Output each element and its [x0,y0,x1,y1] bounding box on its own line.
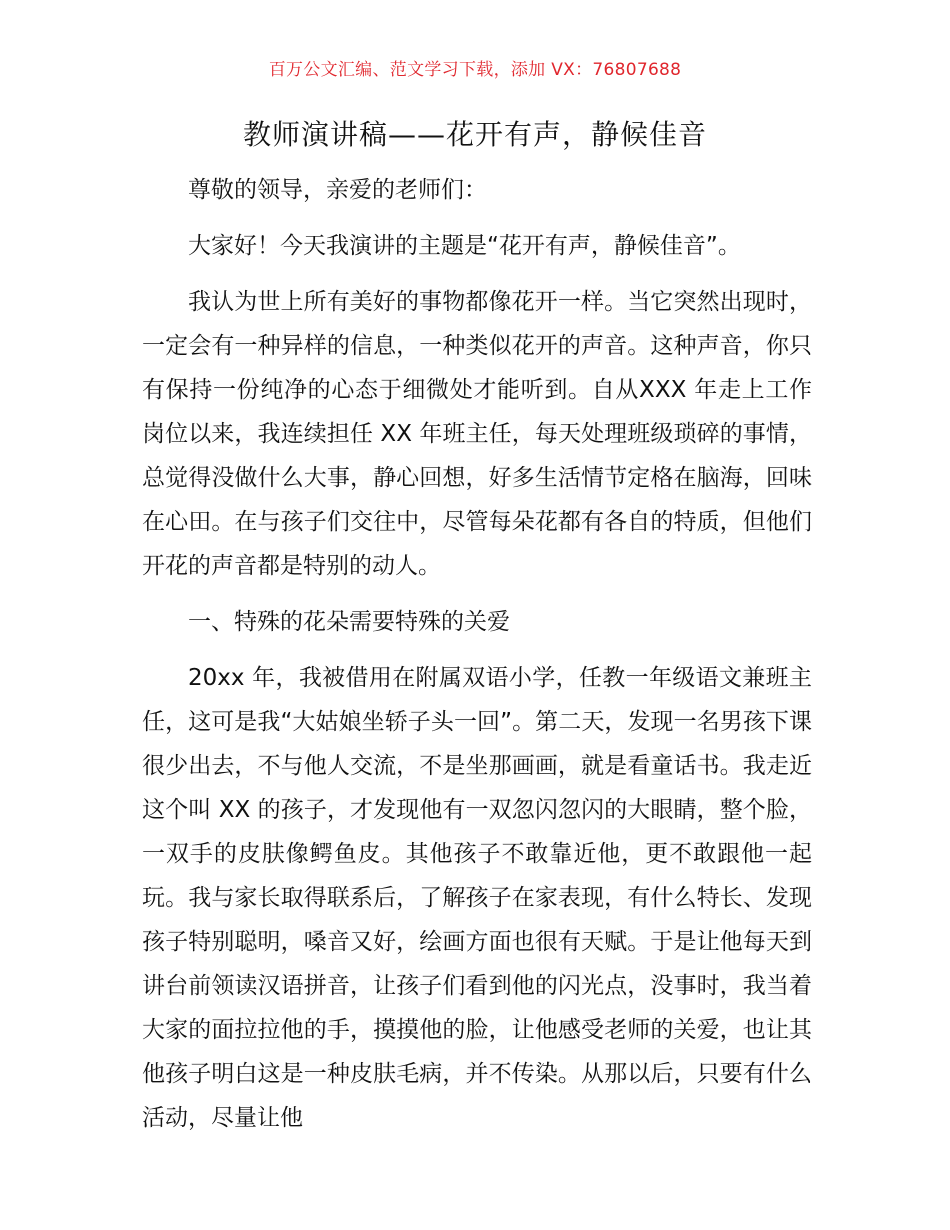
body-paragraph-2: 20xx 年，我被借用在附属双语小学，任教一年级语文兼班主任，这可是我“大姑娘坐轿子头一回”。第二天，发现一名男孩下课很少出去，不与他人交流，不是坐那画画，就是看童话书。我走近这个叫 XX 的孩子，才发现他有一双忽闪忽闪的大眼睛，整个脸，一双手的皮肤像鳄鱼皮。其他孩子不敢靠近他，更不敢跟他一起玩。我与家长取得联系后，了解孩子在家表现，有什么特长、发现孩子特别聪明，嗓音又好，绘画方面也很有天赋。于是让他每天到讲台前领读汉语拼音，让孩子们看到他的闪光点，没事时，我当着大家的面拉拉他的手，摸摸他的脸，让他感受老师的关爱，也让其他孩子明白这是一种皮肤毛病，并不传染。从那以后，只要有什么活动，尽量让他 [142,665,812,1131]
opening-paragraph: 大家好！今天我演讲的主题是“花开有声，静候佳音”。 [188,233,741,259]
salutation: 尊敬的领导，亲爱的老师们： [188,177,487,203]
promo-header: 百万公文汇编、范文学习下载，添加 VX：76807688 [268,60,682,80]
body-paragraph-1: 我认为世上所有美好的事物都像花开一样。当它突然出现时，一定会有一种异样的信息，一种类似花开的声音。这种声音，你只有保持一份纯净的心态于细微处才能听到。自从XXX 年走上工作岗位以来，我连续担任 XX 年班主任，每天处理班级琐碎的事情，总觉得没做什么大事，静心回想，好多生活情节定格在脑海，回味在心田。在与孩子们交往中，尽管每朵花都有各自的特质，但他们开花的声音都是特别的动人。 [142,289,812,579]
document-body [142,168,812,1152]
document-title: 教师演讲稿——花开有声，静候佳音 [242,118,707,151]
section-heading-1: 一、特殊的花朵需要特殊的关爱 [188,609,510,635]
